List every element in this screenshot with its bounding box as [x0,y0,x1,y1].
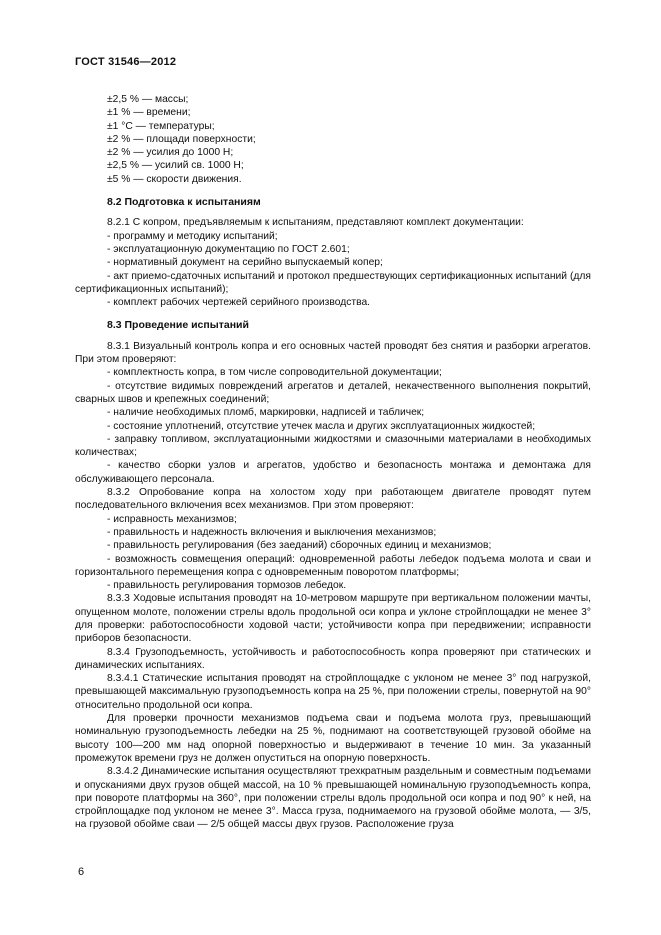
tolerance-line: ±2,5 % — массы; [107,94,189,105]
paragraph-8-3-4-2: 8.3.4.2 Динамические испытания осуществляют трехкратным раздельным и совместным подъемами и опусканиями двух грузов общей массой, на 10 % превышающей номинальную грузоподъемность копра, при повороте платформы на 360°, при положении стрелы вдоль продольной оси копра и под 90° к ней, на стройплощадке под уклоном не менее 3°. Масса груза, поднимаемого на грузовой обойме молота, — 3/5, на грузовой обойме сваи — 2/5 общей массы двух грузов. Расположение груза [75,766,591,831]
list-item: - комплект рабочих чертежей серийного производства. [107,297,371,309]
document-standard-number: ГОСТ 31546—2012 [75,56,177,68]
list-item: - программу и методику испытаний; [107,230,278,242]
paragraph-8-3-2: 8.3.2 Опробование копра на холостом ходу при работающем двигателе проводят путем последовательного включения всех механизмов. При этом проверяют: [75,487,591,512]
tolerance-line: ±2,5 % — усилий св. 1000 Н; [107,160,244,172]
page-number: 6 [78,866,85,878]
list-item: - комплектность копра, в том числе сопроводительной документации; [107,367,442,379]
tolerance-line: ±1 % — времени; [107,107,191,119]
list-item: - возможность совмещения операций: одновременной работы лебедок подъема молота и сваи и горизонтального перемещения копра с одновременным поворотом платформы; [75,553,591,578]
tolerance-line: ±2 % — усилия до 1000 Н; [107,147,234,159]
list-item: - акт приемо-сдаточных испытаний и протокол предшествующих сертификационных испытаний (для сертификационных испытаний); [75,270,591,295]
paragraph-8-2-1: 8.2.1 С копром, предъявляемым к испытаниям, представляют комплект документации: [107,217,524,229]
section-heading-8-2: 8.2 Подготовка к испытаниям [107,196,261,209]
list-item: - состояние уплотнений, отсутствие утечек масла и других эксплуатационных жидкостей; [107,420,536,432]
list-item: - наличие необходимых пломб, маркировки, надписей и табличек; [107,407,425,419]
list-item: - заправку топливом, эксплуатационными жидкостями и смазочными материалами в необходимых количествах; [75,433,591,459]
list-item: - правильность регулирования тормозов лебедок. [107,580,347,592]
paragraph-8-3-3: 8.3.3 Ходовые испытания проводят на 10-метровом маршруте при вертикальном положении мачты, опущенном молоте, положении стрелы вдоль продольной оси копра и уклоне стройплощадки не менее 3° для проверки: работоспособности ходовой части; устойчивости копра при передвижении; исправности приборов безопасности. [75,593,591,645]
list-item: - исправность механизмов; [107,513,237,525]
list-item: - правильность и надежность включения и выключения механизмов; [107,526,437,538]
list-item: - отсутствие видимых повреждений агрегатов и деталей, некачественного выполнения покрытий, сварных швов и крепежных соединений; [75,380,591,405]
tolerance-line: ±5 % — скорости движения. [107,173,242,185]
document-content [75,93,591,832]
tolerance-line: ±2 % — площади поверхности; [107,133,256,145]
paragraph-strength-check: Для проверки прочности механизмов подъема сваи и подъема молота груз, превышающий номинальную грузоподъемность лебедки на 25 %, поднимают на соответствующей грузовой обойме на высоту 100—200 мм над опорной поверхностью и выдерживают в течение 10 мин. За указанный промежуток времени груз не должен опуститься на опорную поверхность. [75,713,591,764]
paragraph-8-3-1: 8.3.1 Визуальный контроль копра и его основных частей проводят без снятия и разборки агрегатов. При этом проверяют: [75,340,591,366]
tolerance-line: ±1 °С — температуры; [107,120,215,132]
paragraph-8-3-4-1: 8.3.4.1 Статические испытания проводят на стройплощадке с уклоном не менее 3° под нагрузкой, превышающей максимальную грузоподъемность копра на 25 %, при положении стрелы, повернутой на 90° относительно продольной оси копра. [75,673,591,711]
list-item: - правильность регулирования (без заеданий) сборочных единиц и механизмов; [107,540,492,552]
list-item: - эксплуатационную документацию по ГОСТ 2.601; [107,243,350,255]
list-item: - нормативный документ на серийно выпускаемый копер; [107,257,383,269]
list-item: - качество сборки узлов и агрегатов, удобство и безопасность монтажа и демонтажа для обслуживающего персонала. [75,460,591,485]
paragraph-8-3-4: 8.3.4 Грузоподъемность, устойчивость и работоспособность копра проверяют при статических и динамических испытаниях. [75,646,591,671]
section-heading-8-3: 8.3 Проведение испытаний [107,319,249,332]
